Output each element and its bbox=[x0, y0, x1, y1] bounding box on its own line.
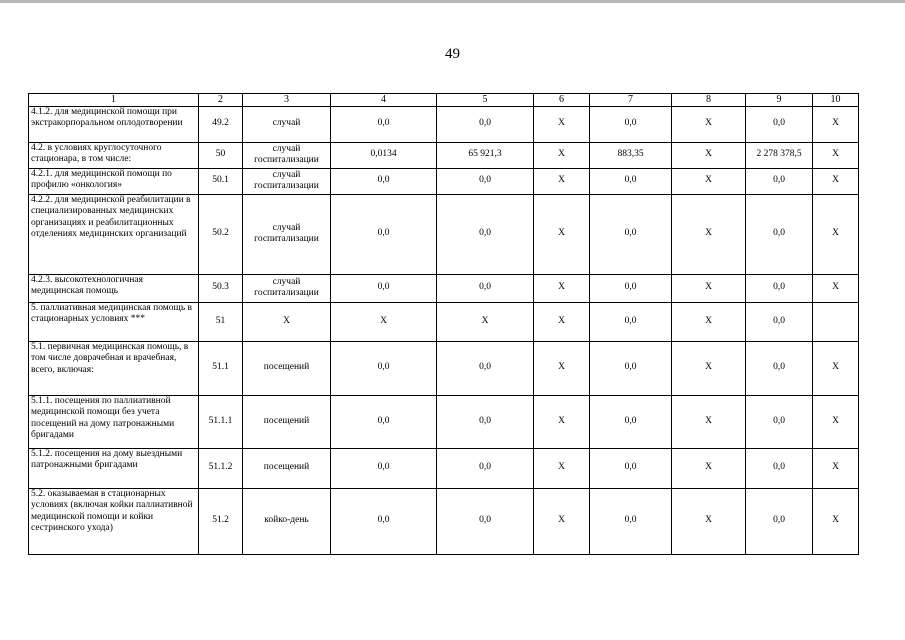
table-cell: 0,0 bbox=[590, 274, 672, 302]
row-unit: X bbox=[243, 302, 331, 341]
header-cell: 6 bbox=[534, 94, 590, 107]
table-cell: X bbox=[672, 448, 746, 488]
table-cell: X bbox=[534, 488, 590, 554]
table-cell: 0,0 bbox=[331, 274, 437, 302]
table-cell: 0,0 bbox=[437, 274, 534, 302]
table-cell: 0,0134 bbox=[331, 142, 437, 168]
table-cell: 0,0 bbox=[437, 448, 534, 488]
row-unit: случай госпитализации bbox=[243, 168, 331, 194]
table-row bbox=[29, 488, 859, 554]
table-cell: X bbox=[672, 488, 746, 554]
header-row bbox=[29, 94, 859, 107]
row-code: 50.2 bbox=[199, 194, 243, 274]
table-cell: 0,0 bbox=[437, 341, 534, 395]
table-row bbox=[29, 274, 859, 302]
row-label: 4.2.3. высокотехнологичная медицинская помощь bbox=[29, 274, 199, 302]
row-label: 5.1.1. посещения по паллиативной медицинской помощи без учета посещений на дому патронажными бригадами bbox=[29, 395, 199, 448]
table-row bbox=[29, 142, 859, 168]
table-cell: 0,0 bbox=[590, 395, 672, 448]
table-cell: 0,0 bbox=[331, 106, 437, 142]
row-unit: случай госпитализации bbox=[243, 142, 331, 168]
table-cell: 0,0 bbox=[590, 302, 672, 341]
row-code: 50.3 bbox=[199, 274, 243, 302]
table-cell: 0,0 bbox=[437, 194, 534, 274]
table-row bbox=[29, 168, 859, 194]
table-cell: X bbox=[813, 448, 859, 488]
row-label: 5.1. первичная медицинская помощь, в том числе доврачебная и врачебная, всего, включая: bbox=[29, 341, 199, 395]
table-cell: X bbox=[534, 395, 590, 448]
table-cell: X bbox=[672, 106, 746, 142]
table-cell: 0,0 bbox=[437, 168, 534, 194]
table-cell: 65 921,3 bbox=[437, 142, 534, 168]
row-label: 4.2. в условиях круглосуточного стационара, в том числе: bbox=[29, 142, 199, 168]
row-code: 51.1 bbox=[199, 341, 243, 395]
table-cell: 0,0 bbox=[590, 448, 672, 488]
row-code: 51.2 bbox=[199, 488, 243, 554]
table-cell: X bbox=[813, 168, 859, 194]
header-cell: 7 bbox=[590, 94, 672, 107]
page-number: 49 bbox=[445, 46, 460, 62]
table-cell: 0,0 bbox=[746, 395, 813, 448]
table-cell: X bbox=[672, 194, 746, 274]
table-cell: X bbox=[813, 142, 859, 168]
row-label: 4.2.1. для медицинской помощи по профилю «онкология» bbox=[29, 168, 199, 194]
header-cell: 8 bbox=[672, 94, 746, 107]
row-code: 50.1 bbox=[199, 168, 243, 194]
table-row bbox=[29, 106, 859, 142]
row-code: 51 bbox=[199, 302, 243, 341]
row-unit: случай госпитализации bbox=[243, 194, 331, 274]
table-row bbox=[29, 448, 859, 488]
header-cell: 1 bbox=[29, 94, 199, 107]
table-cell: 0,0 bbox=[437, 488, 534, 554]
table-cell: 0,0 bbox=[331, 168, 437, 194]
table-cell: X bbox=[534, 142, 590, 168]
table-cell: 0,0 bbox=[746, 302, 813, 341]
row-label: 4.2.2. для медицинской реабилитации в специализированных медицинских организациях и реабилитационных отделениях медицинских организаций bbox=[29, 194, 199, 274]
row-label: 5. паллиативная медицинская помощь в стационарных условиях *** bbox=[29, 302, 199, 341]
table-cell: X bbox=[534, 106, 590, 142]
table-row bbox=[29, 395, 859, 448]
table-cell: X bbox=[672, 142, 746, 168]
table-cell: 0,0 bbox=[590, 488, 672, 554]
table-cell: 2 278 378,5 bbox=[746, 142, 813, 168]
table-cell: X bbox=[672, 302, 746, 341]
table-cell: X bbox=[672, 395, 746, 448]
table-row bbox=[29, 194, 859, 274]
row-code: 49.2 bbox=[199, 106, 243, 142]
table-cell: X bbox=[813, 488, 859, 554]
table-cell: 0,0 bbox=[590, 341, 672, 395]
table-cell: 0,0 bbox=[746, 168, 813, 194]
table-row bbox=[29, 302, 859, 341]
table-cell: 0,0 bbox=[331, 448, 437, 488]
table-cell: 0,0 bbox=[437, 106, 534, 142]
table-cell: X bbox=[672, 168, 746, 194]
table-row bbox=[29, 341, 859, 395]
row-code: 50 bbox=[199, 142, 243, 168]
table-cell: 0,0 bbox=[746, 274, 813, 302]
table-cell: X bbox=[534, 168, 590, 194]
table-cell: 0,0 bbox=[331, 194, 437, 274]
table-cell: X bbox=[813, 194, 859, 274]
row-unit: койко-день bbox=[243, 488, 331, 554]
header-cell: 10 bbox=[813, 94, 859, 107]
table-cell: X bbox=[331, 302, 437, 341]
row-unit: случай госпитализации bbox=[243, 274, 331, 302]
table-cell: 0,0 bbox=[331, 488, 437, 554]
header-cell: 2 bbox=[199, 94, 243, 107]
table-cell: 0,0 bbox=[746, 194, 813, 274]
table-cell: 0,0 bbox=[590, 106, 672, 142]
table-cell: X bbox=[534, 274, 590, 302]
page-top-edge bbox=[0, 0, 905, 3]
row-unit: посещений bbox=[243, 448, 331, 488]
table-cell: X bbox=[672, 341, 746, 395]
table-cell: 0,0 bbox=[331, 395, 437, 448]
table-cell: X bbox=[813, 274, 859, 302]
table-cell: 0,0 bbox=[437, 395, 534, 448]
table-cell: 0,0 bbox=[746, 341, 813, 395]
table-cell: X bbox=[813, 341, 859, 395]
row-code: 51.1.1 bbox=[199, 395, 243, 448]
row-code: 51.1.2 bbox=[199, 448, 243, 488]
row-label: 4.1.2. для медицинской помощи при экстракорпоральном оплодотворении bbox=[29, 106, 199, 142]
table-cell: 0,0 bbox=[331, 341, 437, 395]
table-cell: X bbox=[534, 448, 590, 488]
header-cell: 9 bbox=[746, 94, 813, 107]
row-label: 5.1.2. посещения на дому выездными патронажными бригадами bbox=[29, 448, 199, 488]
table-cell: X bbox=[534, 341, 590, 395]
header-cell: 4 bbox=[331, 94, 437, 107]
table-cell: X bbox=[813, 106, 859, 142]
table-cell: 0,0 bbox=[590, 194, 672, 274]
row-unit: случай bbox=[243, 106, 331, 142]
table-cell: X bbox=[813, 395, 859, 448]
table-cell: X bbox=[437, 302, 534, 341]
table-cell bbox=[813, 302, 859, 341]
table-cell: X bbox=[534, 302, 590, 341]
table-cell: 883,35 bbox=[590, 142, 672, 168]
table-cell: X bbox=[534, 194, 590, 274]
table-cell: 0,0 bbox=[746, 488, 813, 554]
header-cell: 5 bbox=[437, 94, 534, 107]
row-label: 5.2. оказываемая в стационарных условиях (включая койки паллиативной медицинской помощи и койки сестринского ухода) bbox=[29, 488, 199, 554]
header-cell: 3 bbox=[243, 94, 331, 107]
row-unit: посещений bbox=[243, 395, 331, 448]
table-cell: 0,0 bbox=[746, 448, 813, 488]
row-unit: посещений bbox=[243, 341, 331, 395]
table-cell: 0,0 bbox=[746, 106, 813, 142]
table-cell: X bbox=[672, 274, 746, 302]
data-table bbox=[28, 93, 859, 555]
table-cell: 0,0 bbox=[590, 168, 672, 194]
